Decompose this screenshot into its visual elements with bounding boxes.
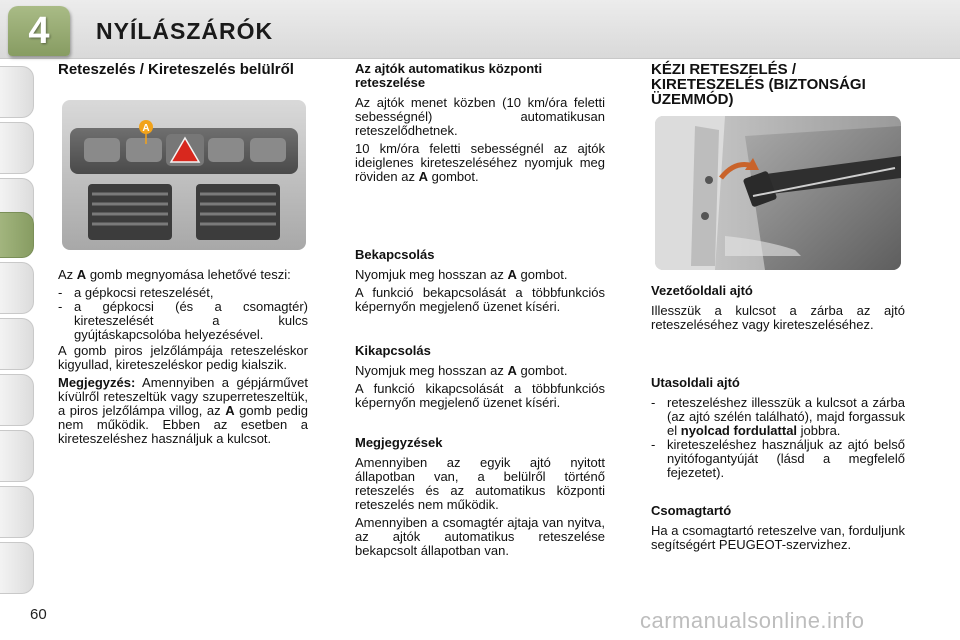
dashboard-illustration	[62, 100, 306, 250]
list-item: - a gépkocsi (és a csomagtér) kireteszelését a kulcs gyújtáskapcsolóba helyezésével.	[58, 300, 308, 342]
chapter-number: 4	[28, 10, 50, 52]
section-heading-passenger-door: Utasoldali ajtó	[651, 375, 740, 390]
column-2	[355, 62, 605, 562]
page-number: 60	[30, 606, 47, 623]
chapter-tab	[8, 6, 70, 56]
intro-paragraph: Az A gomb megnyomása lehetővé teszi:	[58, 267, 291, 282]
deactivation-paragraph-2: A funkció kikapcsolását a többfunkciós képernyőn megjelenő üzenet kíséri.	[355, 381, 605, 410]
activation-paragraph-2: A funkció bekapcsolását a többfunkciós képernyőn megjelenő üzenet kíséri.	[355, 285, 605, 314]
driver-door-paragraph: Illesszük a kulcsot a zárba az ajtó reteszeléséhez vagy kireteszeléséhez.	[651, 303, 905, 332]
indicator-paragraph: A gomb piros jelzőlámpája reteszeléskor kigyullad, kireteszeléskor pedig kialszik.	[58, 343, 308, 372]
door-illustration	[655, 116, 901, 270]
side-tab-7[interactable]	[0, 374, 34, 426]
dashboard-console-photo	[62, 100, 306, 250]
lock-actions-list	[58, 286, 308, 342]
section-heading-trunk: Csomagtartó	[651, 503, 732, 518]
watermark: carmanualsonline.info	[640, 608, 865, 633]
section-heading-interior-locking: Reteszelés / Kireteszelés belülről	[58, 61, 294, 78]
section-heading-manual-locking: KÉZI RETESZELÉS / KIRETESZELÉS (BIZTONSÁGI ÜZEMMÓD)	[651, 61, 866, 108]
section-heading-notes: Megjegyzések	[355, 435, 443, 450]
side-tab-8[interactable]	[0, 430, 34, 482]
notes-paragraph-2: Amennyiben a csomagtér ajtaja van nyitva, az ajtók automatikus reteszelése bekapcsolt állapotban van.	[355, 515, 605, 558]
passenger-door-list	[651, 396, 905, 480]
side-tab-10[interactable]	[0, 542, 34, 594]
door-lock-photo	[655, 116, 901, 270]
callout-a-label: A	[142, 123, 150, 134]
auto-lock-paragraph-1: Az ajtók menet közben (10 km/óra feletti sebességnél) automatikusan reteszelődhetnek.	[355, 95, 605, 138]
section-heading-deactivation: Kikapcsolás	[355, 343, 431, 358]
section-heading-auto-locking: Az ajtók automatikus központi reteszelése	[355, 61, 543, 90]
side-tab-6[interactable]	[0, 318, 34, 370]
list-item: - reteszeléshez illesszük a kulcsot a zárba (az ajtó szélén található), majd forgassuk el nyolcad fordulattal jobbra.	[651, 396, 905, 438]
side-tab-2[interactable]	[0, 122, 34, 174]
side-tab-5[interactable]	[0, 262, 34, 314]
column-1	[58, 62, 308, 77]
side-tab-9[interactable]	[0, 486, 34, 538]
column-3	[651, 62, 905, 107]
column-1-body	[58, 268, 308, 450]
notes-paragraph-1: Amennyiben az egyik ajtó nyitott állapotban van, a belülről történő reteszelés és az automatikus központi reteszelés nem működik.	[355, 455, 605, 512]
column-3-body	[651, 284, 905, 556]
deactivation-paragraph-1: Nyomjuk meg hosszan az A gombot.	[355, 363, 568, 378]
list-item: - kireteszeléshez használjuk az ajtó belső nyitófogantyúját (lásd a megfelelő fejezetet).	[651, 438, 905, 480]
section-heading-driver-door: Vezetőoldali ajtó	[651, 283, 753, 298]
list-item: - a gépkocsi reteszelését,	[58, 286, 308, 300]
trunk-paragraph: Ha a csomagtartó reteszelve van, forduljunk segítségért PEUGEOT-szervizhez.	[651, 523, 905, 552]
side-tab-1[interactable]	[0, 66, 34, 118]
auto-lock-paragraph-2: 10 km/óra feletti sebességnél az ajtók ideiglenes kireteszeléséhez nyomjuk meg röviden az A gombot.	[355, 141, 605, 184]
side-tab-4-active[interactable]	[0, 212, 34, 258]
note-paragraph: Megjegyzés: Amennyiben a gépjárművet kívülről reteszeltük vagy szuperreteszeltük, a piros jelzőlámpa villog, az A gomb pedig nem működik. Ebben az esetben a kireteszeléshez használjuk a kulcsot.	[58, 375, 308, 446]
section-heading-activation: Bekapcsolás	[355, 247, 435, 262]
chapter-title: NYÍLÁSZÁRÓK	[96, 18, 274, 44]
activation-paragraph-1: Nyomjuk meg hosszan az A gombot.	[355, 267, 568, 282]
